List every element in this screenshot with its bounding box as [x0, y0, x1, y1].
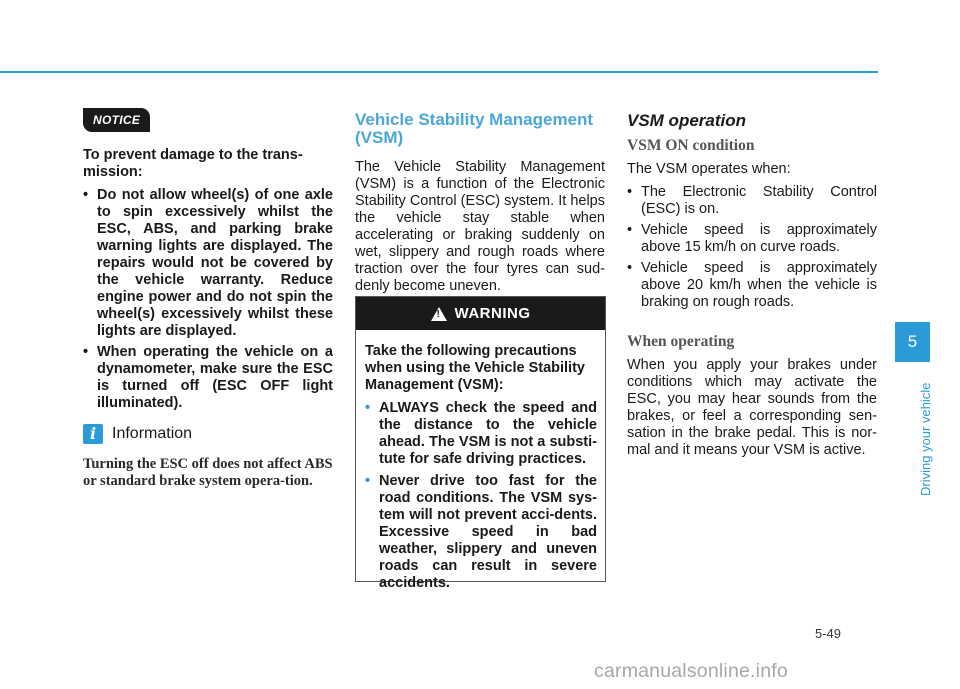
- warning-header: [356, 297, 605, 330]
- bullet-icon: •: [83, 187, 89, 203]
- condition-list: [627, 184, 877, 311]
- bullet-icon: •: [627, 222, 633, 238]
- list-item: • Never drive too fast for the road conditions. The VSM sys-tem will not prevent acci-dents. Excessive speed in bad weather, slippery and uneven roads can result in severe accidents.: [365, 473, 597, 591]
- section-title: Vehicle Stability Management (VSM): [355, 110, 594, 147]
- chapter-label-container: [897, 370, 933, 498]
- list-item: • Vehicle speed is approximately above 15 km/h on curve roads.: [627, 222, 877, 255]
- watermark: carmanualsonline.info: [594, 660, 788, 682]
- info-icon: i: [83, 424, 103, 444]
- list-item: • When operating the vehicle on a dynamometer, make sure the ESC is turned off (ESC OFF light illuminated).: [83, 344, 333, 411]
- list-item: • The Electronic Stability Control (ESC) is on.: [627, 184, 877, 217]
- list-item: • Do not allow wheel(s) of one axle to spin excessively whilst the ESC, ABS, and parking brake warning lights are displayed. The repairs would not be covered by the vehicle warranty. Reduce engine power and do not spin the wheel(s) excessively whilst these lights are displayed.: [83, 187, 333, 339]
- notice-bullet-list: [83, 187, 333, 412]
- notice-badge: NOTICE: [83, 108, 150, 132]
- when-operating-heading: When operating: [627, 333, 735, 350]
- when-operating-text: When you apply your brakes under conditions which may activate the ESC, you may hear sounds from the brakes, or feel a corresponding sen-sation in the brake pedal. This is nor-mal and it means your VSM is active.: [627, 357, 877, 458]
- chapter-label: Driving your vehicle: [918, 382, 933, 496]
- information-heading: [83, 424, 333, 444]
- bullet-icon: •: [365, 400, 371, 416]
- warning-bullet-list: [365, 400, 597, 592]
- vsm-description: The Vehicle Stability Management (VSM) is a function of the Electronic Stability Control (ESC) system. It helps the vehicle stay stable when accelerating or braking suddenly on wet, slippery and rough roads where traction over the four tyres can sud-denly become uneven.: [355, 159, 605, 294]
- vsm-operation-column: [627, 108, 877, 459]
- notice-column: [83, 108, 333, 490]
- page-number: 5-49: [815, 626, 842, 641]
- list-item: • Vehicle speed is approximately above 20 km/h when the vehicle is braking on rough roads.: [627, 260, 877, 310]
- warning-label: WARNING: [454, 305, 531, 322]
- list-item: • ALWAYS check the speed and the distance to the vehicle ahead. The VSM is not a substi-tute for safe driving practices.: [365, 400, 597, 467]
- vsm-operation-title: VSM operation: [627, 111, 747, 130]
- chapter-number: 5: [907, 332, 918, 351]
- information-text: Turning the ESC off does not affect ABS or standard brake system opera-tion.: [83, 456, 333, 489]
- bullet-icon: •: [83, 344, 89, 360]
- information-title: Information: [112, 425, 193, 442]
- bullet-icon: •: [627, 260, 633, 276]
- operates-when-text: The VSM operates when:: [627, 161, 791, 177]
- notice-intro: To prevent damage to the trans-mission:: [83, 147, 303, 180]
- header-rule: [0, 71, 878, 73]
- chapter-tab: [895, 322, 930, 362]
- warning-body: [356, 330, 605, 592]
- bullet-icon: •: [627, 184, 633, 200]
- warning-box: [355, 296, 606, 591]
- bullet-icon: •: [365, 473, 371, 489]
- warning-intro: Take the following precautions when using the Vehicle Stability Management (VSM):: [365, 343, 585, 393]
- warning-triangle-icon: !: [431, 307, 447, 321]
- vsm-column: [355, 108, 605, 295]
- vsm-on-condition-heading: VSM ON condition: [627, 137, 755, 154]
